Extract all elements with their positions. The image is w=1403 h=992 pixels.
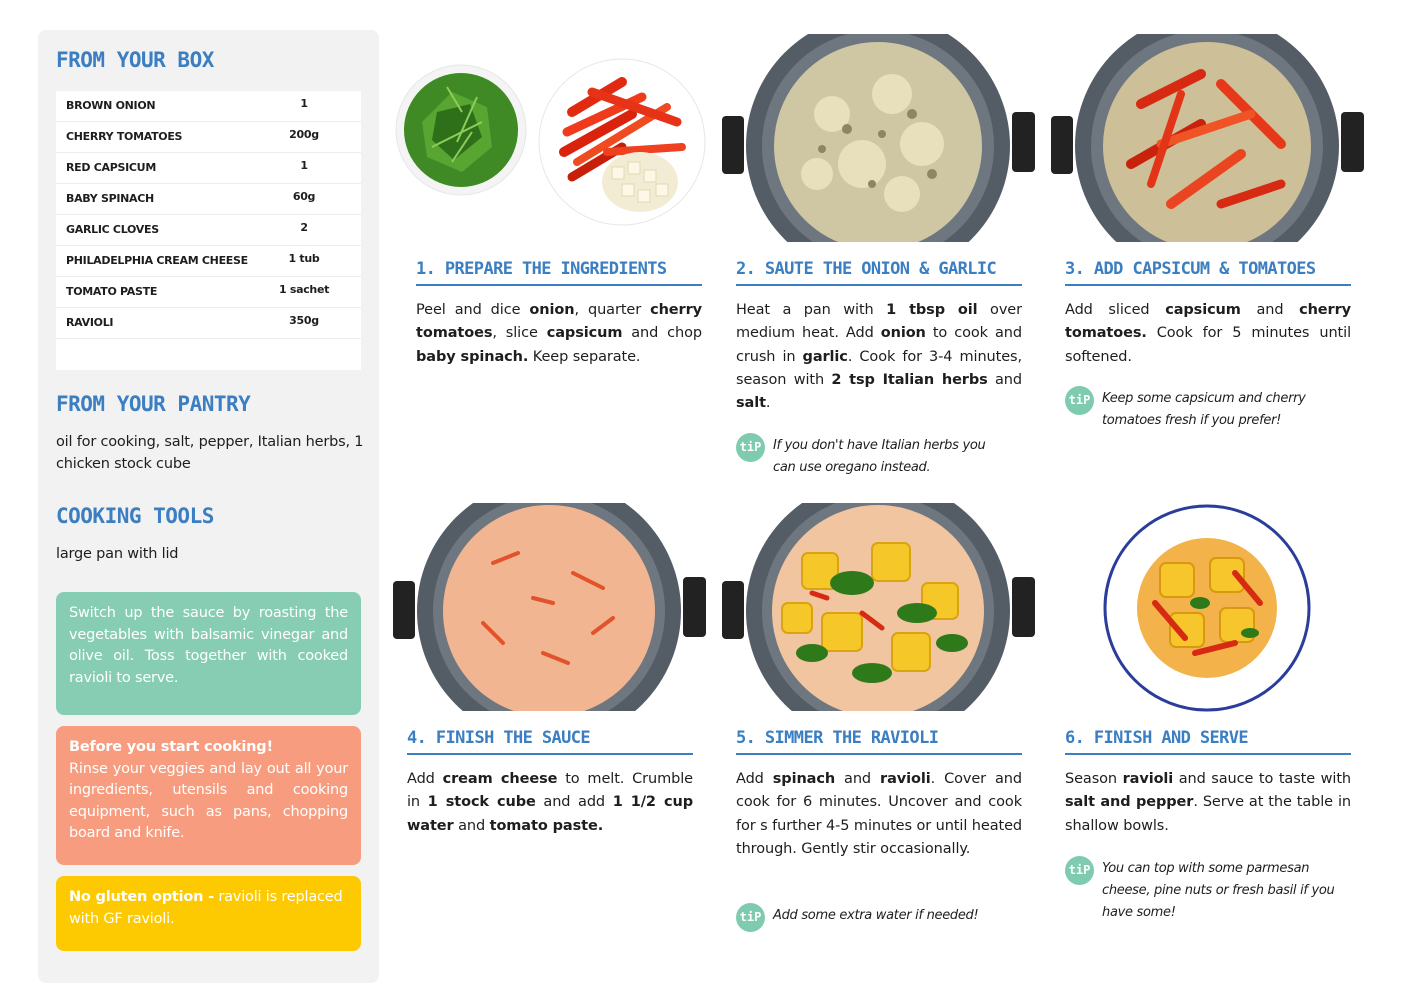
- ingredient-row: [56, 215, 361, 246]
- ingredient-row: [56, 91, 361, 122]
- tools-text: large pan with lid: [56, 546, 179, 562]
- step-1-title: 1. PREPARE THE INGREDIENTS: [416, 256, 702, 286]
- cooking-tools-heading: COOKING TOOLS: [56, 504, 214, 528]
- step-2-photo: [722, 34, 1035, 242]
- ingredient-name: RAVIOLI: [66, 316, 114, 329]
- step-2-title: 2. SAUTE THE ONION & GARLIC: [736, 256, 1022, 286]
- step-1-instructions: Peel and dice onion, quarter cherry tomatoes, slice capsicum and chop baby spinach. Keep separate.: [416, 302, 702, 365]
- ingredient-qty: 60g: [292, 190, 316, 203]
- sauce-variation-note: [56, 592, 361, 715]
- ingredient-row: [56, 308, 361, 339]
- ingredients-sidebar: [38, 30, 379, 983]
- ingredient-name: GARLIC CLOVES: [66, 223, 159, 236]
- note-title: No gluten option -: [69, 889, 214, 905]
- step-5-title: 5. SIMMER THE RAVIOLI: [736, 725, 1022, 755]
- from-your-box-heading: FROM YOUR BOX: [56, 48, 214, 72]
- note-text: Rinse your veggies and lay out all your ingredients, utensils and cooking equipment, such as pans, chopping board and knife.: [69, 760, 348, 841]
- ingredient-qty: 1 tub: [288, 252, 320, 265]
- tip-text: Add some extra water if needed!: [773, 908, 979, 923]
- box-ingredients-table: [56, 91, 361, 370]
- step-3-photo: [1051, 34, 1364, 242]
- step-4-instructions: Add cream cheese to melt. Crumble in 1 stock cube and add 1 1/2 cup water and tomato paste.: [407, 771, 693, 834]
- ingredient-name: TOMATO PASTE: [66, 285, 158, 298]
- note-text: ravioli is replaced with GF ravioli.: [69, 889, 343, 927]
- ingredient-row: [56, 246, 361, 277]
- from-your-pantry-heading: FROM YOUR PANTRY: [56, 392, 251, 416]
- note-text: Switch up the sauce by roasting the vegetables with balsamic vinegar and olive oil. Toss together with cooked ravioli to serve.: [69, 605, 348, 686]
- step-3-title: 3. ADD CAPSICUM & TOMATOES: [1065, 256, 1351, 286]
- step-1-photo: [392, 52, 706, 230]
- gluten-free-note: [56, 876, 361, 951]
- step-3-instructions: Add sliced capsicum and cherry tomatoes. Cook for 5 minutes until softened.: [1065, 302, 1351, 365]
- ingredient-name: BABY SPINACH: [66, 192, 154, 205]
- tip-text: If you don't have Italian herbs you can use oregano instead.: [773, 438, 986, 475]
- ingredient-name: RED CAPSICUM: [66, 161, 156, 174]
- note-title: Before you start cooking!: [69, 739, 273, 755]
- ingredient-qty: 350g: [289, 314, 319, 327]
- ingredient-qty: 1 sachet: [278, 283, 330, 296]
- tip-text: You can top with some parmesan cheese, pine nuts or fresh basil if you have some!: [1102, 861, 1335, 920]
- tip-badge: tiP: [736, 903, 765, 932]
- pantry-text: oil for cooking, salt, pepper, Italian herbs, 1 chicken stock cube: [56, 434, 364, 472]
- ingredient-row: [56, 277, 361, 308]
- ingredient-name: PHILADELPHIA CREAM CHEESE: [66, 254, 248, 267]
- ingredient-row: [56, 153, 361, 184]
- ingredient-row: [56, 184, 361, 215]
- ingredient-name: BROWN ONION: [66, 99, 156, 112]
- ingredient-qty: 2: [300, 221, 308, 234]
- step-6-title: 6. FINISH AND SERVE: [1065, 725, 1351, 755]
- step-5-instructions: Add spinach and ravioli. Cover and cook for 6 minutes. Uncover and cook for s further 4-5 minutes or until heated through. Gently stir occasionally.: [736, 771, 1023, 857]
- ingredient-qty: 1: [300, 159, 308, 172]
- step-2-instructions: Heat a pan with 1 tbsp oil over medium heat. Add onion to cook and crush in garlic. Cook for 3-4 minutes, season with 2 tsp Italian herbs and salt.: [736, 302, 1023, 412]
- tip-badge: tiP: [736, 433, 765, 462]
- tip-badge: tiP: [1065, 856, 1094, 885]
- step-5-photo: [722, 503, 1035, 711]
- ingredient-name: CHERRY TOMATOES: [66, 130, 183, 143]
- step-4-title: 4. FINISH THE SAUCE: [407, 725, 693, 755]
- ingredient-qty: 200g: [289, 128, 319, 141]
- before-cooking-note: [56, 726, 361, 865]
- tip-text: Keep some capsicum and cherry tomatoes fresh if you prefer!: [1102, 391, 1306, 428]
- step-6-photo: [1100, 503, 1314, 713]
- step-6-instructions: Season ravioli and sauce to taste with salt and pepper. Serve at the table in shallow bowls.: [1065, 771, 1351, 834]
- step-4-photo: [393, 503, 706, 711]
- ingredient-row: [56, 122, 361, 153]
- ingredient-qty: 1: [300, 97, 308, 110]
- tip-badge: tiP: [1065, 386, 1094, 415]
